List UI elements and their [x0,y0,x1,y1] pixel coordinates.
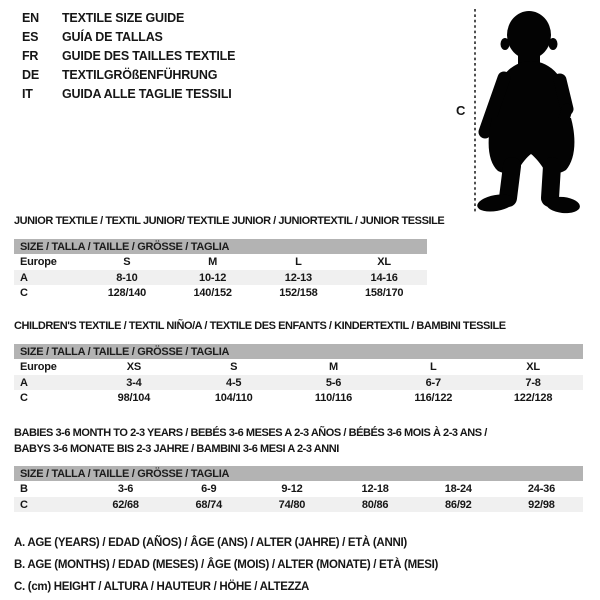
table-cell: 5-6 [325,376,342,389]
language-title-list [22,8,235,103]
table-cell: 18-24 [444,483,472,495]
table-cell: 98/104 [117,391,151,404]
table-cell: 3-6 [117,483,134,495]
table-row [14,359,583,375]
language-row-es [22,27,235,46]
table-cell: 6-9 [201,483,217,495]
guide-title: TEXTILE SIZE GUIDE [62,10,185,25]
table-cell: 92/98 [528,498,555,511]
size-header-band: SIZE / TALLA / TAILLE / GRÖSSE / TAGLIA [14,344,583,359]
table-row [14,285,427,300]
table-row-label: B [20,483,28,495]
table-row [14,254,427,270]
table-cell: XL [377,256,391,268]
table-cell: XL [526,361,540,373]
language-row-en [22,8,235,27]
table-cell: 158/170 [364,286,404,299]
guide-title: GUIDE DES TAILLES TEXTILE [62,48,236,63]
junior-size-table [14,239,427,300]
table-row [14,270,427,285]
table-cell: 14-16 [370,271,398,284]
language-code: FR [22,48,39,63]
table-cell: 62/68 [112,498,139,511]
table-row-label: Europe [20,256,57,268]
guide-title: TEXTILGRÖßENFÜHRUNG [62,67,218,82]
table-cell: 104/110 [214,391,253,404]
table-cell: S [230,361,238,373]
children-size-table [14,344,583,405]
table-row [14,375,583,390]
table-row [14,481,583,497]
height-measure-label: C [456,103,466,118]
table-row [14,390,583,405]
guide-title: GUIDA ALLE TAGLIE TESSILI [62,86,232,101]
footnotes [14,537,438,600]
babies-size-table [14,466,583,512]
table-cell: S [123,256,131,268]
table-cell: 68/74 [195,498,223,511]
table-row [14,497,583,512]
babies-table-title-line-2: BABYS 3-6 MONATE BIS 2-3 JAHRE / BAMBINI 3-6 MESI A 2-3 ANNI [14,442,339,455]
language-code: EN [22,10,39,25]
table-cell: 7-8 [525,376,541,389]
table-cell: 3-4 [126,376,142,389]
table-cell: 4-5 [226,376,242,389]
size-header-band: SIZE / TALLA / TAILLE / GRÖSSE / TAGLIA [14,239,427,254]
table-row-label: C [20,286,28,299]
size-header-band: SIZE / TALLA / TAILLE / GRÖSSE / TAGLIA [14,466,583,481]
table-cell: 128/140 [107,286,147,299]
table-cell: 9-12 [281,483,303,495]
table-cell: 74/80 [278,498,306,511]
table-row-label: C [20,391,28,404]
language-row-fr [22,46,235,65]
babies-table-title [14,426,487,457]
table-cell: XS [126,361,142,373]
table-row-label: A [20,376,28,389]
table-cell: 152/158 [279,286,318,299]
junior-table-title: JUNIOR TEXTILE / TEXTIL JUNIOR/ TEXTILE JUNIOR / JUNIORTEXTIL / JUNIOR TESSILE [14,215,445,227]
table-cell: M [329,361,338,373]
table-cell: 122/128 [513,391,553,404]
table-cell: L [295,256,302,268]
table-cell: 116/122 [414,391,453,404]
table-cell: 10-12 [199,271,227,284]
guide-title: GUÍA DE TALLAS [62,29,163,44]
footnote-b: B. AGE (MONTHS) / EDAD (MESES) / ÂGE (MOIS) / ALTER (MONATE) / ETÀ (MESI) [14,559,439,571]
language-row-de [22,65,235,84]
table-cell: 80/86 [361,498,389,511]
language-row-it [22,84,235,103]
table-cell: 86/92 [445,498,472,511]
table-cell: L [430,361,437,373]
table-row-label: Europe [20,361,57,373]
table-row-label: C [20,498,28,511]
babies-table-title-line-1: BABIES 3-6 MONTH TO 2-3 YEARS / BEBÉS 3-6 MESES A 2-3 AÑOS / BÉBÉS 3-6 MOIS À 2-3 ANS / [14,427,487,439]
children-table-title: CHILDREN'S TEXTILE / TEXTIL NIÑO/A / TEXTILE DES ENFANTS / KINDERTEXTIL / BAMBINI TESSILE [14,320,506,332]
table-row-label: A [20,271,28,284]
table-cell: 12-13 [284,271,312,284]
table-cell: 12-18 [361,483,389,495]
table-cell: 6-7 [425,376,441,389]
language-code: IT [22,86,33,101]
table-cell: 110/116 [314,391,353,404]
footnote-c: C. (cm) HEIGHT / ALTURA / HAUTEUR / HÖHE / ALTEZZA [14,581,310,593]
table-cell: 8-10 [116,271,138,284]
language-code: DE [22,67,39,82]
table-cell: M [208,256,218,268]
table-cell: 24-36 [527,483,556,495]
table-cell: 140/152 [193,286,232,299]
baby-silhouette-image [468,4,583,216]
language-code: ES [22,29,39,44]
footnote-a: A. AGE (YEARS) / EDAD (AÑOS) / ÂGE (ANS) / ALTER (JAHRE) / ETÀ (ANNI) [14,537,407,549]
